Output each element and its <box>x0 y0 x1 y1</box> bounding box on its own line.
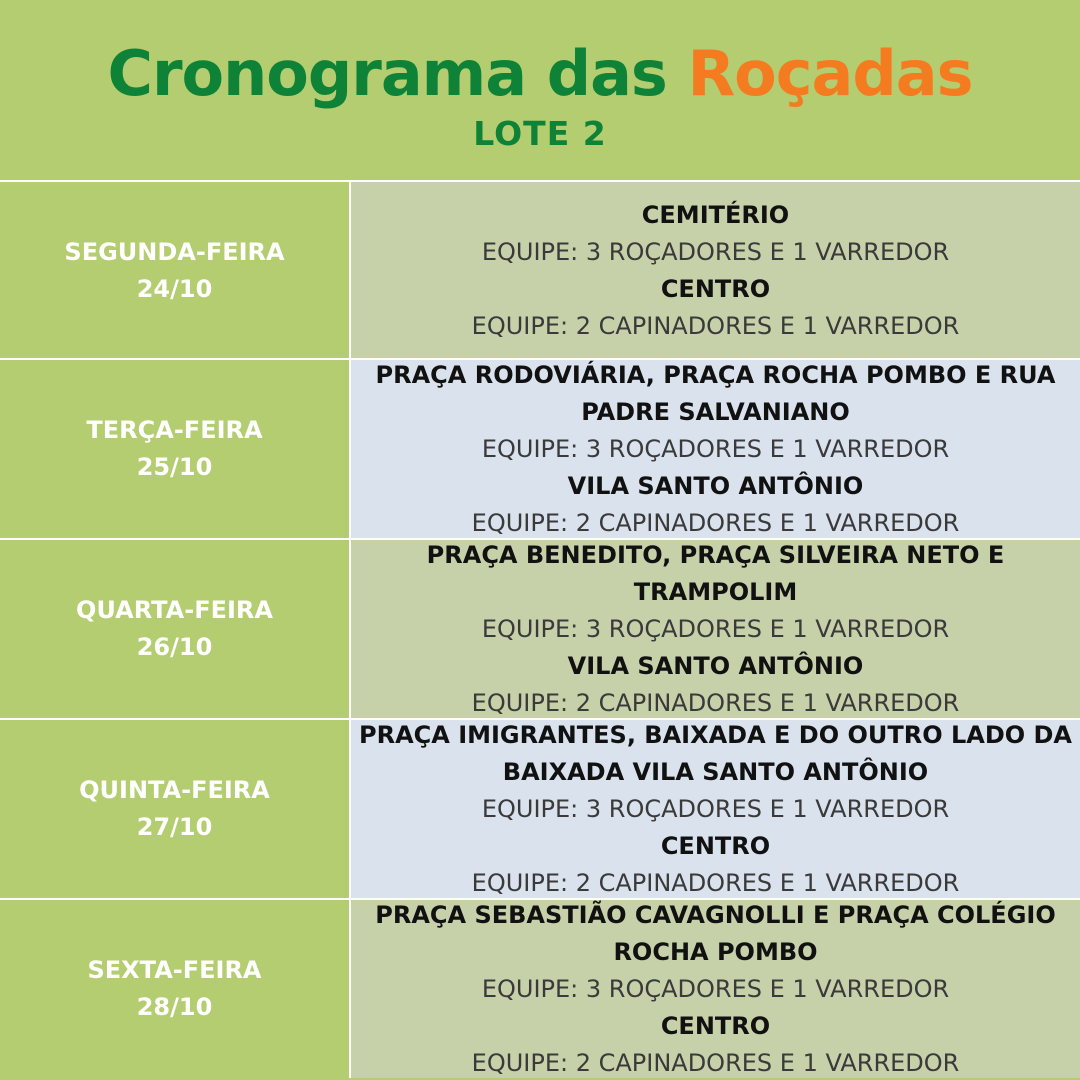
task-location: PRAÇA BENEDITO, PRAÇA SILVEIRA NETO E TRAMPOLIM <box>426 540 1005 606</box>
day-date: 24/10 <box>136 275 213 303</box>
task-cell <box>351 360 1080 538</box>
schedule-row-friday <box>0 898 1080 1078</box>
day-name: SEXTA-FEIRA <box>87 956 262 984</box>
schedule-row-tuesday <box>0 358 1080 538</box>
day-date: 28/10 <box>136 993 213 1021</box>
task-team: EQUIPE: 2 CAPINADORES E 1 VARREDOR <box>471 508 960 537</box>
day-name: QUINTA-FEIRA <box>79 776 270 804</box>
task-team: EQUIPE: 3 ROÇADORES E 1 VARREDOR <box>481 434 950 463</box>
task-cell <box>351 540 1080 718</box>
task-team: EQUIPE: 3 ROÇADORES E 1 VARREDOR <box>481 614 950 643</box>
day-cell <box>0 182 351 360</box>
task-team: EQUIPE: 2 CAPINADORES E 1 VARREDOR <box>471 312 960 340</box>
task-cell <box>351 900 1080 1078</box>
task-team: EQUIPE: 3 ROÇADORES E 1 VARREDOR <box>481 974 950 1003</box>
day-cell <box>0 360 351 538</box>
task-location: PRAÇA SEBASTIÃO CAVAGNOLLI E PRAÇA COLÉGIO ROCHA POMBO <box>375 900 1056 966</box>
title-part-orange: Roçadas <box>687 37 973 110</box>
schedule-table <box>0 180 1080 1080</box>
task-team: EQUIPE: 3 ROÇADORES E 1 VARREDOR <box>481 238 950 266</box>
day-name: QUARTA-FEIRA <box>76 596 273 624</box>
task-location: CEMITÉRIO <box>641 201 790 229</box>
day-name: SEGUNDA-FEIRA <box>64 238 285 266</box>
schedule-row-monday <box>0 180 1080 360</box>
page-subtitle: LOTE 2 <box>473 114 607 153</box>
task-location: VILA SANTO ANTÔNIO <box>567 471 864 500</box>
task-team: EQUIPE: 2 CAPINADORES E 1 VARREDOR <box>471 688 960 717</box>
schedule-row-thursday <box>0 718 1080 898</box>
day-cell <box>0 540 351 718</box>
day-cell <box>0 720 351 898</box>
schedule-row-wednesday <box>0 538 1080 718</box>
task-location: VILA SANTO ANTÔNIO <box>567 651 864 680</box>
day-cell <box>0 900 351 1078</box>
task-team: EQUIPE: 2 CAPINADORES E 1 VARREDOR <box>471 868 960 897</box>
task-location: PRAÇA RODOVIÁRIA, PRAÇA ROCHA POMBO E RUA PADRE SALVANIANO <box>375 360 1056 426</box>
task-location: PRAÇA IMIGRANTES, BAIXADA E DO OUTRO LADO DA BAIXADA VILA SANTO ANTÔNIO <box>359 720 1072 786</box>
task-location: CENTRO <box>660 1011 771 1040</box>
task-location: CENTRO <box>660 275 771 303</box>
task-team: EQUIPE: 3 ROÇADORES E 1 VARREDOR <box>481 794 950 823</box>
task-location: CENTRO <box>660 831 771 860</box>
task-team: EQUIPE: 2 CAPINADORES E 1 VARREDOR <box>471 1048 960 1077</box>
header <box>0 0 1080 180</box>
task-cell <box>351 720 1080 898</box>
page-title <box>0 34 1080 114</box>
task-cell <box>351 182 1080 360</box>
day-date: 27/10 <box>136 813 213 841</box>
day-name: TERÇA-FEIRA <box>86 416 263 444</box>
day-date: 26/10 <box>136 633 213 661</box>
day-date: 25/10 <box>136 453 213 481</box>
title-part-green: Cronograma das <box>107 37 667 110</box>
